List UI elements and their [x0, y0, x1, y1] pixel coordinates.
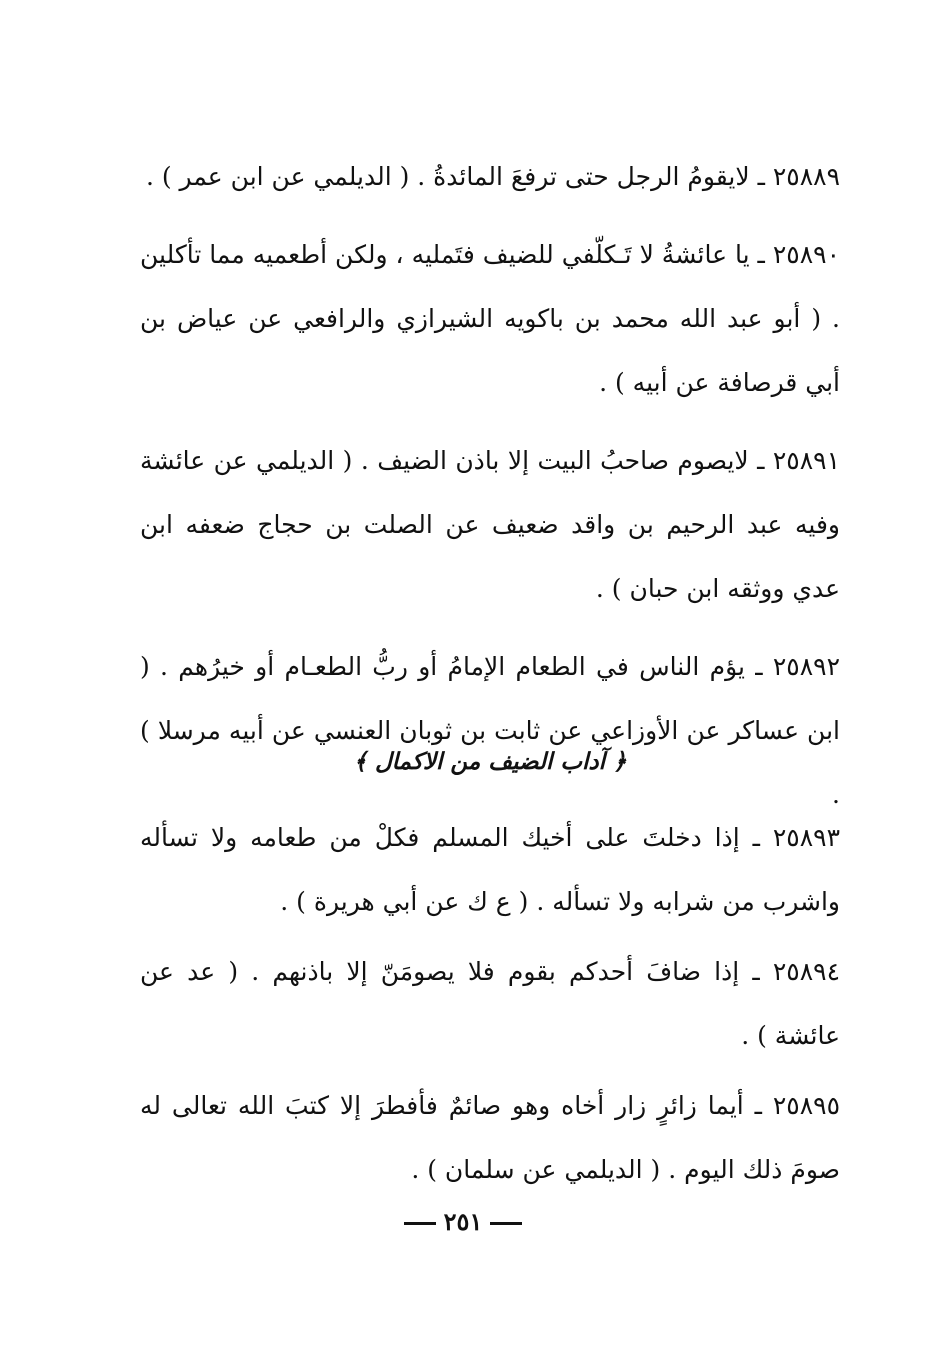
hadith-entry-25892: ٢٥٨٩٢ ـ يؤم الناس في الطعام الإمامُ أو ربُّ الطعـام أو خيرُهم . ( ابن عساكر عن الأوزاعي عن ثابت بن ثوبان العنسي عن أبيه مرسلا ) . [140, 652, 840, 809]
hadith-entry-25891: ٢٥٨٩١ ـ لايصوم صاحبُ البيت إلا باذن الضيف . ( الديلمي عن عائشة وفيه عبد الرحيم بن واقد ضعيف عن الصلت بن حجاج ضعفه ابن عدي ووثقه ابن حبان ) . [140, 446, 840, 603]
hadith-entry-25893: ٢٥٨٩٣ ـ إذا دخلتَ على أخيك المسلم فكلْ من طعامه ولا تسأله واشرب من شرابه ولا تسأله . ( ع ك عن أبي هريرة ) . [140, 823, 840, 916]
hadith-entry-25889: ٢٥٨٨٩ ـ لايقومُ الرجل حتى ترفعَ المائدةُ . ( الديلمي عن ابن عمر ) . [145, 162, 840, 191]
right-dash [404, 1222, 436, 1225]
entries-block-bottom [140, 806, 840, 1202]
page-number [0, 1204, 926, 1240]
entries-block-top [140, 145, 840, 827]
hadith-entry-25895: ٢٥٨٩٥ ـ أيما زائرٍ زار أخاه وهو صائمٌ فأفطرَ إلا كتبَ الله تعالى له صومَ ذلك اليوم . ( الديلمي عن سلمان ) . [140, 1091, 840, 1184]
page-number-value: ٢٥١ [443, 1207, 483, 1236]
hadith-entry-25894: ٢٥٨٩٤ ـ إذا ضافَ أحدكم بقوم فلا يصومَنّ إلا باذنهم . ( عد عن عائشة ) . [140, 957, 840, 1050]
left-dash [490, 1222, 522, 1225]
section-heading: ﴿ آداب الضيف من الاكمال ﴾ [353, 748, 627, 775]
hadith-entry-25890: ٢٥٨٩٠ ـ يا عائشةُ لا تَـكلّفي للضيف فتَمليه ، ولكن أطعميه مما تأكلين . ( أبو عبد الله محمد بن باكويه الشيرازي والرافعي عن عياض بن أبي قرصافة عن أبيه ) . [140, 240, 840, 397]
